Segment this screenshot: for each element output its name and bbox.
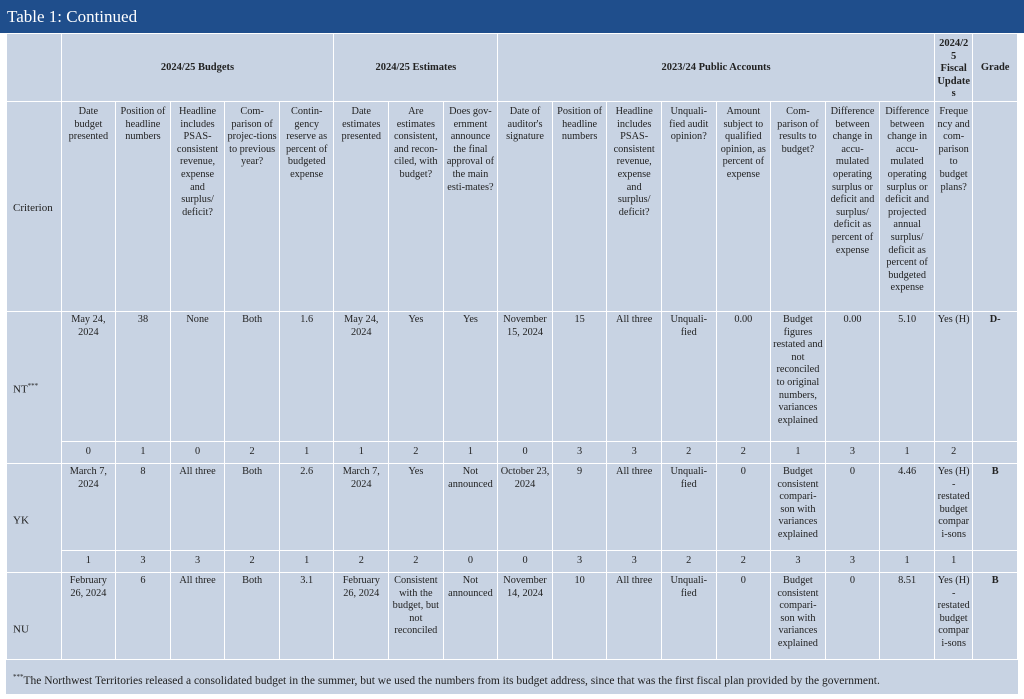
value-cell: 0 — [825, 463, 880, 550]
group-fiscal-updates: 2024/25 Fiscal Updates — [934, 34, 972, 102]
column-header: Com-parison of results to budget? — [771, 101, 826, 311]
grade-cell: B — [973, 572, 1018, 659]
score-cell: 0 — [61, 441, 116, 463]
value-cell: Both — [225, 311, 280, 441]
score-cell: 2 — [389, 550, 444, 572]
jurisdiction-row — [7, 463, 1018, 550]
value-cell: May 24, 2024 — [61, 311, 116, 441]
score-cell: 2 — [661, 550, 716, 572]
score-cell: 3 — [825, 441, 880, 463]
score-cell: 3 — [552, 441, 607, 463]
value-cell: Budget consistent compari-son with variances explained — [771, 572, 826, 659]
score-row — [7, 550, 1018, 572]
value-cell: Both — [225, 463, 280, 550]
score-cell: 2 — [716, 550, 771, 572]
value-cell: 0.00 — [825, 311, 880, 441]
score-cell: 1 — [116, 441, 171, 463]
score-cell: 1 — [334, 441, 389, 463]
jurisdiction-row — [7, 572, 1018, 659]
score-cell: 1 — [880, 550, 935, 572]
score-cell: 3 — [552, 550, 607, 572]
value-cell: 1.6 — [279, 311, 334, 441]
data-table — [6, 33, 1018, 682]
value-cell: Yes — [443, 311, 498, 441]
score-cell: 1 — [279, 441, 334, 463]
value-cell: Budget figures restated and not reconciled to original numbers, variances explained — [771, 311, 826, 441]
grade-cell: B — [973, 463, 1018, 550]
jurisdiction-name: YK — [13, 514, 29, 527]
score-cell: 2 — [389, 441, 444, 463]
value-cell: Yes — [389, 311, 444, 441]
column-header: Com-parison of projec-tions to previous year? — [225, 101, 280, 311]
column-header: Date estimates presented — [334, 101, 389, 311]
score-cell: 1 — [771, 441, 826, 463]
value-cell: October 23, 2024 — [498, 463, 553, 550]
value-cell: Both — [225, 572, 280, 659]
value-cell: 10 — [552, 572, 607, 659]
value-cell: February 26, 2024 — [61, 572, 116, 659]
score-cell: 3 — [170, 550, 225, 572]
score-cell: 1 — [934, 550, 972, 572]
column-header: Position of headline numbers — [552, 101, 607, 311]
corner-cell — [7, 34, 62, 102]
score-row — [7, 441, 1018, 463]
value-cell: Yes — [389, 463, 444, 550]
value-cell: 8.51 — [880, 572, 935, 659]
jurisdiction-row — [7, 311, 1018, 441]
column-header: Frequency and com-parison to budget plans? — [934, 101, 972, 311]
footnote-marker: *** — [13, 673, 24, 681]
value-cell: 4.46 — [880, 463, 935, 550]
grade-cell: D- — [973, 311, 1018, 441]
value-cell: All three — [607, 463, 662, 550]
score-cell: 3 — [771, 550, 826, 572]
score-cell: 0 — [170, 441, 225, 463]
jurisdiction-name: NT — [13, 384, 28, 396]
value-cell: Not announced — [443, 463, 498, 550]
column-header: Date budget presented — [61, 101, 116, 311]
score-cell: 2 — [934, 441, 972, 463]
value-cell: Yes (H) - restated budget compari-sons — [934, 463, 972, 550]
score-cell: 2 — [334, 550, 389, 572]
score-cell: 0 — [498, 550, 553, 572]
column-header: Headline includes PSAS-consistent revenue, expense and surplus/ deficit? — [607, 101, 662, 311]
column-header-row — [7, 101, 1018, 311]
group-header-row — [7, 34, 1018, 102]
column-header: Difference between change in accu-mulated operating surplus or deficit and projected annual surplus/ deficit as percent of budgeted expense — [880, 101, 935, 311]
value-cell: Not announced — [443, 572, 498, 659]
group-public-accounts: 2023/24 Public Accounts — [498, 34, 935, 102]
jurisdiction-label — [7, 311, 62, 463]
column-header: Headline includes PSAS-consistent revenue, expense and surplus/ deficit? — [170, 101, 225, 311]
score-cell: 2 — [716, 441, 771, 463]
score-cell: 1 — [880, 441, 935, 463]
value-cell: 8 — [116, 463, 171, 550]
value-cell: 15 — [552, 311, 607, 441]
value-cell: 6 — [116, 572, 171, 659]
jurisdiction-label — [7, 463, 62, 572]
value-cell: 9 — [552, 463, 607, 550]
value-cell: None — [170, 311, 225, 441]
value-cell: Yes (H) — [934, 311, 972, 441]
value-cell: All three — [607, 311, 662, 441]
value-cell: February 26, 2024 — [334, 572, 389, 659]
jurisdiction-name: NU — [13, 623, 29, 636]
score-cell: 3 — [607, 550, 662, 572]
group-grade: Grade — [973, 34, 1018, 102]
score-cell: 3 — [607, 441, 662, 463]
footnote-marker: *** — [27, 382, 39, 391]
value-cell: March 7, 2024 — [61, 463, 116, 550]
value-cell: 0 — [716, 463, 771, 550]
value-cell: Unquali-fied — [661, 311, 716, 441]
value-cell: Yes (H) - restated budget compari-sons — [934, 572, 972, 659]
value-cell: November 15, 2024 — [498, 311, 553, 441]
value-cell: 5.10 — [880, 311, 935, 441]
column-header: Position of headline numbers — [116, 101, 171, 311]
criterion-label: Criterion — [7, 101, 62, 311]
value-cell: Unquali-fied — [661, 572, 716, 659]
score-cell: 0 — [443, 550, 498, 572]
column-header: Does gov-ernment announce the final approval of the main esti-mates? — [443, 101, 498, 311]
grade-header-blank — [973, 101, 1018, 311]
footnote-text: The Northwest Territories released a consolidated budget in the summer, but we used the numbers from its budget address, since that was the first fiscal plan provided by the government. — [23, 674, 880, 687]
group-budgets: 2024/25 Budgets — [61, 34, 334, 102]
column-header: Amount subject to qualified opinion, as percent of expense — [716, 101, 771, 311]
score-cell: 3 — [116, 550, 171, 572]
score-cell: 2 — [225, 550, 280, 572]
value-cell: 0 — [716, 572, 771, 659]
score-cell: 2 — [225, 441, 280, 463]
group-estimates: 2024/25 Estimates — [334, 34, 498, 102]
value-cell: 2.6 — [279, 463, 334, 550]
column-header: Unquali-fied audit opinion? — [661, 101, 716, 311]
grade-score-blank — [973, 550, 1018, 572]
column-header: Contin-gency reserve as percent of budgeted expense — [279, 101, 334, 311]
column-header: Date of auditor's signature — [498, 101, 553, 311]
value-cell: Budget consistent compari-son with variances explained — [771, 463, 826, 550]
value-cell: March 7, 2024 — [334, 463, 389, 550]
score-cell: 1 — [443, 441, 498, 463]
value-cell: 0 — [825, 572, 880, 659]
score-cell: 0 — [498, 441, 553, 463]
value-cell: May 24, 2024 — [334, 311, 389, 441]
value-cell: 38 — [116, 311, 171, 441]
value-cell: 3.1 — [279, 572, 334, 659]
score-cell: 2 — [661, 441, 716, 463]
column-header: Are estimates consistent, and recon-ciled, with budget? — [389, 101, 444, 311]
score-cell: 3 — [825, 550, 880, 572]
value-cell: All three — [170, 463, 225, 550]
value-cell: Unquali-fied — [661, 463, 716, 550]
score-cell: 1 — [279, 550, 334, 572]
value-cell: November 14, 2024 — [498, 572, 553, 659]
value-cell: All three — [607, 572, 662, 659]
value-cell: 0.00 — [716, 311, 771, 441]
table-title: Table 1: Continued — [0, 0, 1024, 33]
grade-score-blank — [973, 441, 1018, 463]
value-cell: Consistent with the budget, but not reconciled — [389, 572, 444, 659]
score-cell: 1 — [61, 550, 116, 572]
footnote — [6, 659, 1018, 694]
value-cell: All three — [170, 572, 225, 659]
column-header: Difference between change in accu-mulated operating surplus or deficit and surplus/ deficit as percent of expense — [825, 101, 880, 311]
